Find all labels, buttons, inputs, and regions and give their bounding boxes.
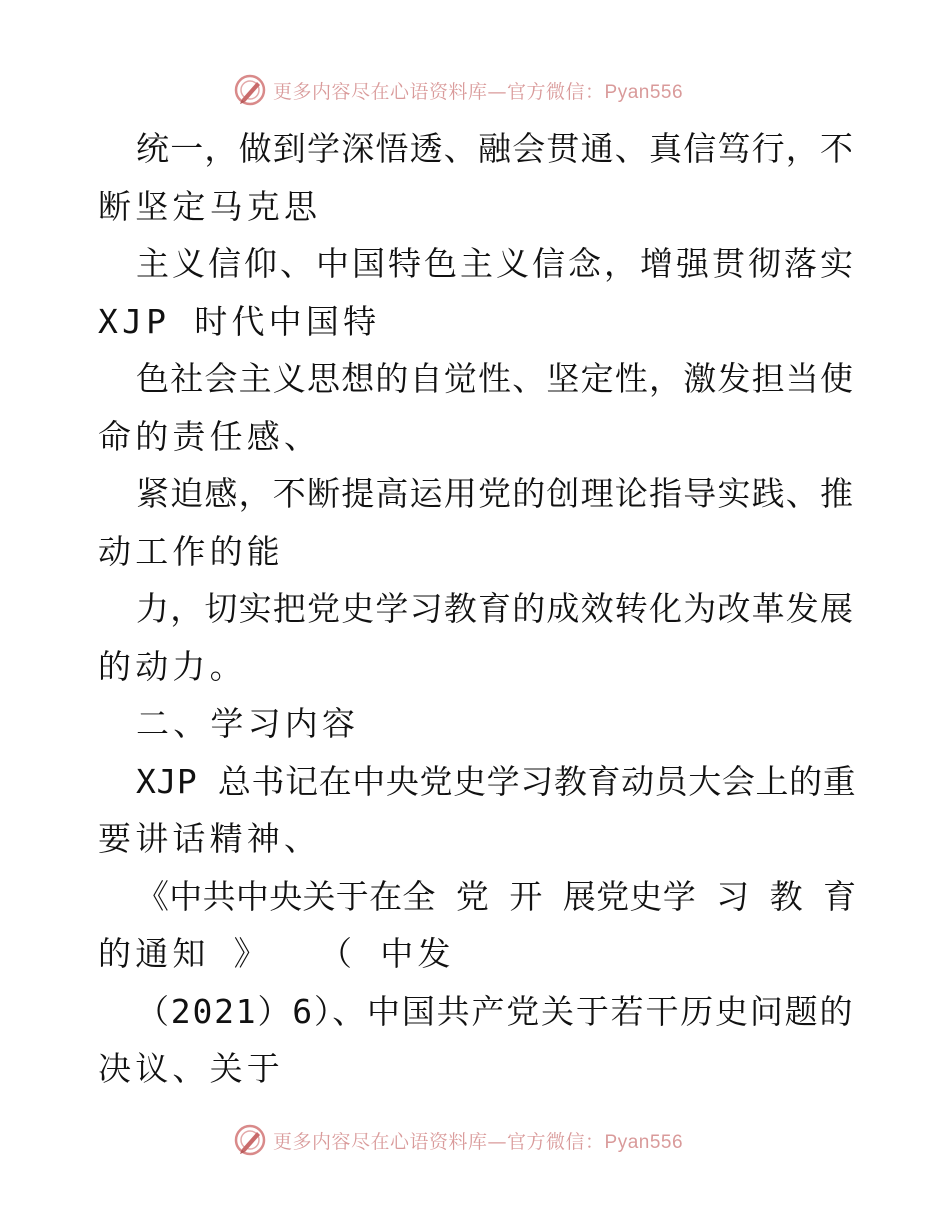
watermark-text — [273, 1127, 683, 1154]
watermark-wechat-id: Pyan556 — [604, 81, 684, 103]
body-line: 紧迫感，不断提高运用党的创理论指导实践、推 — [136, 474, 855, 513]
body-line: （2021）6）、中国共产党关于若干历史问题的 — [136, 991, 855, 1031]
body-line: 力，切实把党史学习教育的成效转化为改革发展 — [136, 589, 855, 628]
body-line: XJP 时代中国特 — [98, 301, 381, 341]
header-watermark — [233, 72, 713, 108]
body-line: 的通知 》 （ 中发 — [98, 934, 455, 973]
body-line: 动工作的能 — [98, 531, 284, 571]
body-line: 主义信仰、中国特色主义信念，增强贯彻落实 — [136, 244, 856, 283]
document-body — [98, 120, 858, 1098]
watermark-official-label: 官方微信： — [507, 1130, 605, 1153]
watermark-site: 更多内容尽在心语资料库 — [273, 80, 488, 103]
body-line: 统一，做到学深悟透、融会贯通、真信笃行，不 — [136, 129, 855, 168]
footer-watermark — [233, 1122, 713, 1158]
watermark-site: 更多内容尽在心语资料库 — [273, 1130, 488, 1153]
section-heading: 二、学习内容 — [136, 704, 360, 743]
body-line: 的动力。 — [98, 646, 247, 686]
watermark-dash: — — [487, 80, 508, 103]
watermark-official-label: 官方微信： — [507, 80, 605, 103]
pen-logo-icon — [233, 1123, 267, 1157]
watermark-text — [273, 77, 683, 104]
body-line: XJP 总书记在中央党史学习教育动员大会上的重 — [136, 761, 857, 801]
body-line: 色社会主义思想的自觉性、坚定性，激发担当使 — [136, 359, 855, 398]
watermark-wechat-id: Pyan556 — [604, 1131, 684, 1153]
pen-logo-icon — [233, 73, 267, 107]
watermark-dash: — — [487, 1130, 508, 1153]
body-line: 《中共中央关于在全 党 开 展党史学 习 教 育 — [136, 876, 857, 916]
body-line: 命的责任感、 — [98, 416, 322, 456]
body-line: 决议、关于 — [98, 1049, 284, 1088]
body-line: 要讲话精神、 — [98, 819, 322, 858]
body-line: 断坚定马克思 — [98, 186, 322, 226]
